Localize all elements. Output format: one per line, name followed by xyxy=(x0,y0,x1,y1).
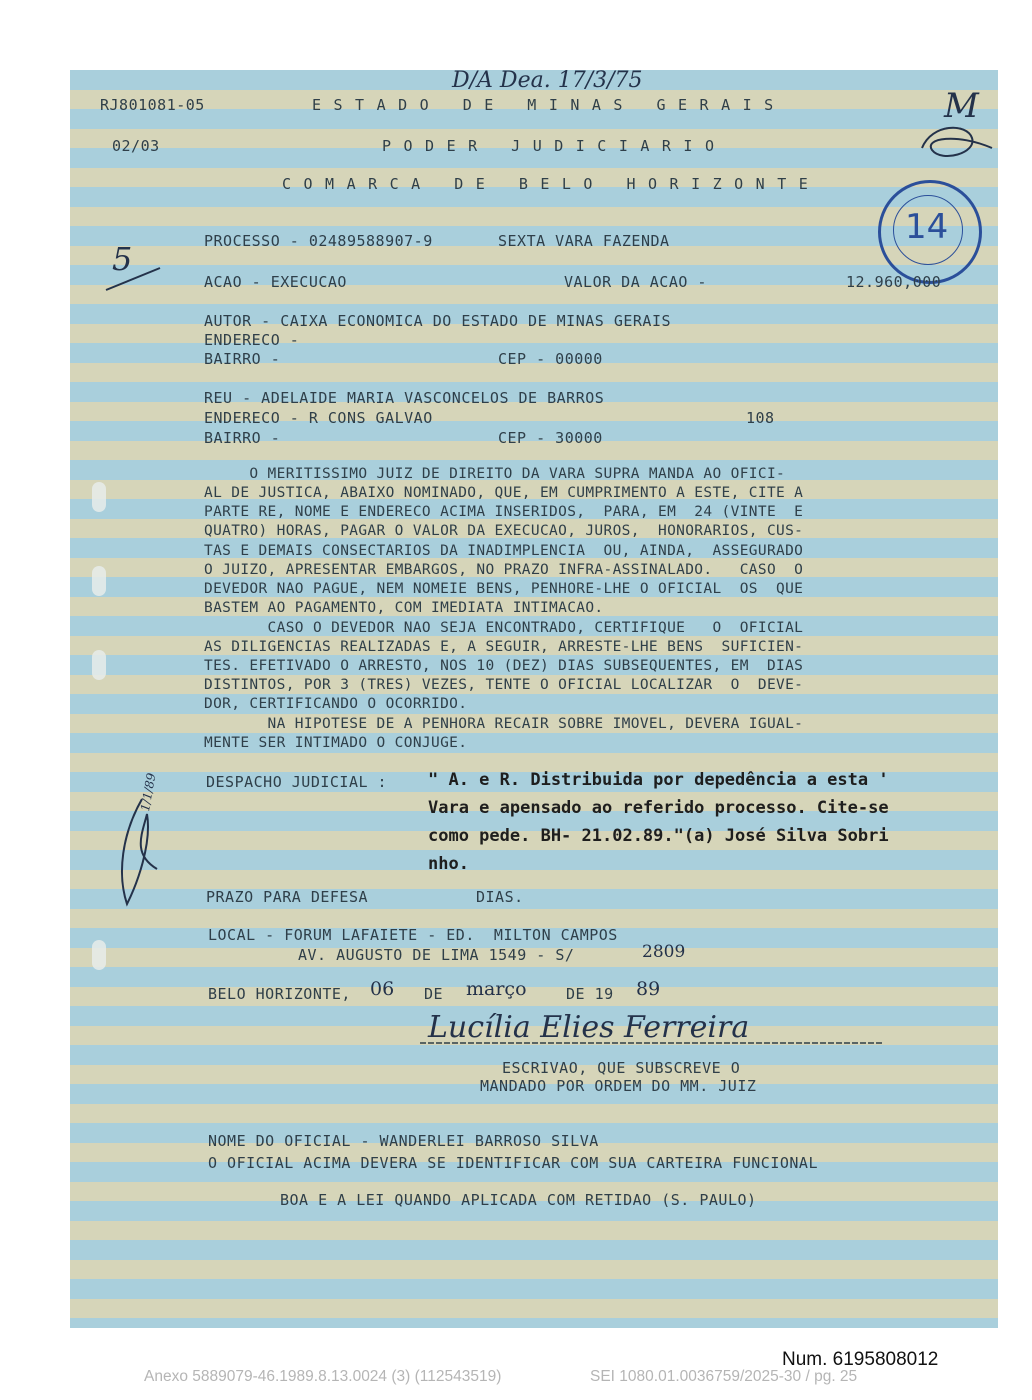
body-line: CASO O DEVEDOR NAO SEJA ENCONTRADO, CERTIFIQUE O OFICIAL xyxy=(204,620,804,636)
court-name: SEXTA VARA FAZENDA xyxy=(498,232,670,250)
body-line: DISTINTOS, POR 3 (TRES) VEZES, TENTE O OFICIAL LOCALIZAR O DEVE- xyxy=(204,677,804,693)
order-line: nho. xyxy=(428,854,469,874)
court-seal-stamp xyxy=(878,180,982,284)
body-line: PARTE RE, NOME E ENDERECO ACIMA INSERIDOS, PARA, EM 24 (VINTE E xyxy=(204,504,804,520)
date-century: DE 19 xyxy=(566,985,614,1003)
location-room: 2809 xyxy=(642,942,686,962)
body-line: TES. EFETIVADO O ARRESTO, NOS 10 (DEZ) DIAS SUBSEQUENTES, EM DIAS xyxy=(204,658,804,674)
location-line: LOCAL - FORUM LAFAIETE - ED. MILTON CAMPOS xyxy=(208,926,618,944)
order-line: Vara e apensado ao referido processo. Cite-se xyxy=(428,798,889,818)
state-heading: ESTADO DE MINAS GERAIS xyxy=(312,96,786,114)
signature-line xyxy=(420,1040,890,1046)
location-address: AV. AUGUSTO DE LIMA 1549 - S/ xyxy=(298,946,575,964)
punch-hole xyxy=(92,482,106,512)
officer-name: NOME DO OFICIAL - WANDERLEI BARROSO SILVA xyxy=(208,1132,599,1150)
date-city: BELO HORIZONTE, xyxy=(208,985,351,1003)
body-line: O JUIZO, APRESENTAR EMBARGOS, NO PRAZO INFRA-ASSINALADO. CASO O xyxy=(204,562,804,578)
document-code: RJ801081-05 xyxy=(100,96,205,114)
action-value: 12.960,000 xyxy=(846,273,942,291)
page-counter: 02/03 xyxy=(112,137,160,155)
officer-instruction: O OFICIAL ACIMA DEVERA SE IDENTIFICAR COM SUA CARTEIRA FUNCIONAL xyxy=(208,1154,818,1172)
date-connector: DE xyxy=(424,985,444,1003)
defendant-address: ENDERECO - R CONS GALVAO xyxy=(204,409,433,427)
action-type: ACAO - EXECUCAO xyxy=(204,273,347,291)
margin-date-note: 1/1/89 xyxy=(138,771,159,813)
stamp-page-number: 14 xyxy=(905,207,949,247)
sei-reference: SEI 1080.01.0036759/2025-30 / pg. 25 xyxy=(590,1368,858,1385)
punch-hole xyxy=(92,650,106,680)
body-line: DOR, CERTIFICANDO O OCORRIDO. xyxy=(204,696,468,712)
defense-deadline-unit: DIAS. xyxy=(476,888,524,906)
clerk-signature: Lucília Elies Ferreira xyxy=(428,1010,750,1045)
handwritten-initial: M xyxy=(944,86,979,126)
date-month: março xyxy=(466,978,527,1000)
document-number: Num. 6195808012 xyxy=(782,1349,939,1370)
action-value-label: VALOR DA ACAO - xyxy=(564,273,707,291)
order-line: como pede. BH- 21.02.89."(a) José Silva Sobri xyxy=(428,826,889,846)
order-label: DESPACHO JUDICIAL : xyxy=(206,773,388,791)
defendant-number: 108 xyxy=(746,409,775,427)
handwritten-margin-number: 5 xyxy=(112,240,133,278)
body-line: BASTEM AO PAGAMENTO, COM IMEDIATA INTIMACAO. xyxy=(204,600,604,616)
author-name: AUTOR - CAIXA ECONOMICA DO ESTADO DE MINAS GERAIS xyxy=(204,312,672,330)
body-line: AS DILIGENCIAS REALIZADAS E, A SEGUIR, ARRESTE-LHE BENS SUFICIEN- xyxy=(204,639,804,655)
defendant-cep: CEP - 30000 xyxy=(498,429,603,447)
signature-caption: MANDADO POR ORDEM DO MM. JUIZ xyxy=(480,1077,757,1095)
punch-hole xyxy=(92,940,106,970)
body-line: TAS E DEMAIS CONSECTARIOS DA INADIMPLENCIA OU, AINDA, ASSEGURADO xyxy=(204,543,804,559)
defendant-name: REU - ADELAIDE MARIA VASCONCELOS DE BARROS xyxy=(204,389,605,407)
punch-hole xyxy=(92,566,106,596)
judiciary-heading: PODER JUDICIARIO xyxy=(382,137,727,155)
body-line: O MERITISSIMO JUIZ DE DIREITO DA VARA SUPRA MANDA AO OFICI- xyxy=(204,466,786,482)
process-number: PROCESSO - 02489588907-9 xyxy=(204,232,433,250)
handwritten-annotation: D/A Dea. 17/3/75 xyxy=(452,68,643,93)
signature-caption: ESCRIVAO, QUE SUBSCREVE O xyxy=(502,1059,741,1077)
body-line: QUATRO) HORAS, PAGAR O VALOR DA EXECUCAO, JUROS, HONORARIOS, CUS- xyxy=(204,523,804,539)
defense-deadline-label: PRAZO PARA DEFESA xyxy=(206,888,369,906)
district-heading: COMARCA DE BELO HORIZONTE xyxy=(282,175,821,193)
initials-flourish xyxy=(912,118,998,168)
date-year: 89 xyxy=(636,978,661,1000)
date-day: 06 xyxy=(370,978,395,1000)
body-line: AL DE JUSTICA, ABAIXO NOMINADO, QUE, EM CUMPRIMENTO A ESTE, CITE A xyxy=(204,485,804,501)
author-cep: CEP - 00000 xyxy=(498,350,603,368)
body-line: MENTE SER INTIMADO O CONJUGE. xyxy=(204,735,468,751)
margin-stroke xyxy=(104,262,164,292)
annex-reference: Anexo 5889079-46.1989.8.13.0024 (3) (112543519) xyxy=(144,1368,502,1385)
author-district: BAIRRO - xyxy=(204,350,281,368)
body-line: NA HIPOTESE DE A PENHORA RECAIR SOBRE IMOVEL, DEVERA IGUAL- xyxy=(204,716,804,732)
order-line: " A. e R. Distribuida por depedência a esta ' xyxy=(428,770,889,790)
body-line: DEVEDOR NAO PAGUE, NEM NOMEIE BENS, PENHORE-LHE O OFICIAL OS QUE xyxy=(204,581,804,597)
defendant-district: BAIRRO - xyxy=(204,429,281,447)
margin-signature xyxy=(112,794,172,912)
motto: BOA E A LEI QUANDO APLICADA COM RETIDAO (S. PAULO) xyxy=(280,1191,757,1209)
author-address: ENDERECO - xyxy=(204,331,300,349)
